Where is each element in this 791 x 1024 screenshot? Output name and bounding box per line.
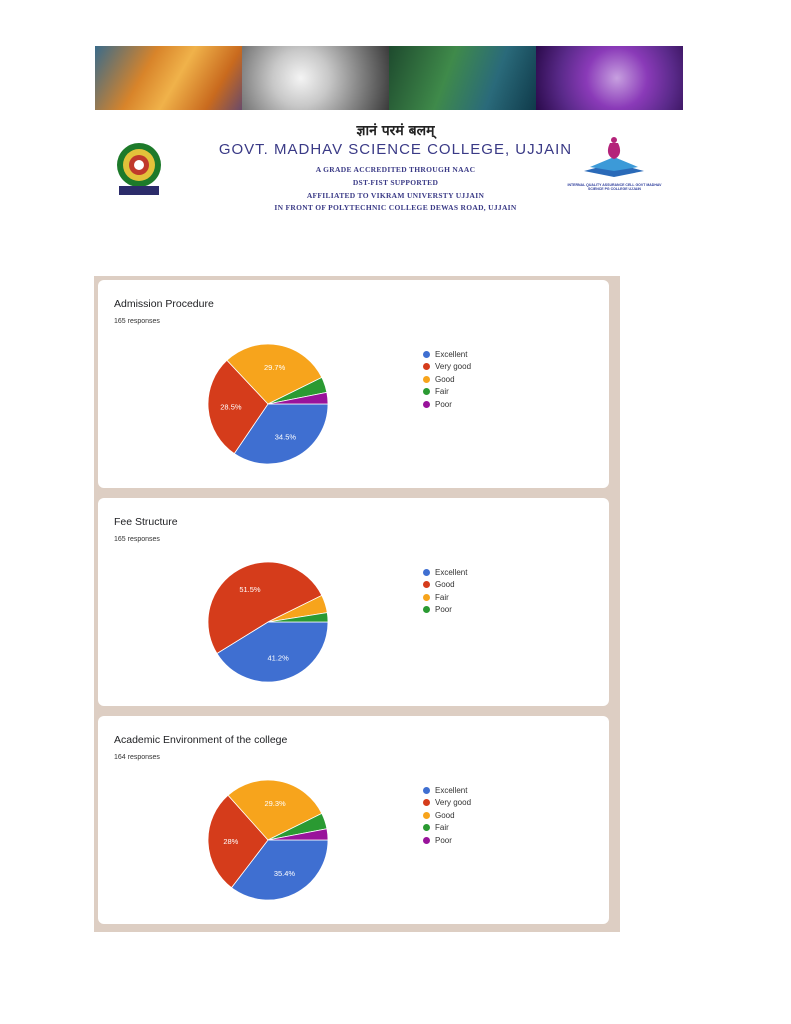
legend-swatch <box>423 401 430 408</box>
legend-swatch <box>423 581 430 588</box>
college-motto: ज्ञानं परमं बलम् <box>356 123 435 139</box>
legend-item-very-good <box>423 797 471 810</box>
pie-data-label: 35.4% <box>273 868 296 878</box>
legend-label: Very good <box>435 798 472 808</box>
legend-label: Fair <box>435 387 449 397</box>
chart-title: Academic Environment of the college <box>114 734 288 746</box>
affiliation-line: AFFILIATED TO VIKRAM UNIVERSTY UJJAIN <box>306 191 485 200</box>
legend-item-good <box>423 579 467 592</box>
legend-label: Poor <box>435 399 452 409</box>
dst-fist-line: DST-FIST SUPPORTED <box>352 178 439 187</box>
pie-chart-academic-environment <box>206 778 330 902</box>
chart-legend <box>423 566 467 616</box>
iqac-logo-text: INTERNAL QUALITY ASSURANCE CELL GOVT MADHAV SCIENCE PG COLLEGE UJJAIN <box>567 183 662 191</box>
legend-item-fair <box>423 591 467 604</box>
legend-swatch <box>423 569 430 576</box>
legend-item-excellent <box>423 348 471 361</box>
charts-panel <box>94 276 620 932</box>
legend-swatch <box>423 799 430 806</box>
legend-label: Fair <box>435 592 449 602</box>
legend-label: Good <box>435 810 455 820</box>
chart-card-fee-structure <box>98 498 609 706</box>
pie-data-label: 41.2% <box>267 653 289 663</box>
chart-response-count: 165 responses <box>114 318 160 325</box>
chart-title: Admission Procedure <box>114 298 214 310</box>
legend-swatch <box>423 376 430 383</box>
legend-item-fair <box>423 822 471 835</box>
chart-card-admission <box>98 280 609 488</box>
legend-label: Poor <box>435 605 452 615</box>
pie-data-label: 29.3% <box>264 798 286 808</box>
pie-data-label: 28% <box>223 836 239 846</box>
pie-data-label: 34.5% <box>274 432 297 442</box>
pie-data-label: 28.5% <box>220 402 242 412</box>
legend-swatch <box>423 351 430 358</box>
banner-periodic-table-image <box>95 46 242 110</box>
accreditation-line: A GRADE ACCREDITED THROUGH NAAC <box>315 165 476 174</box>
legend-label: Fair <box>435 823 449 833</box>
legend-item-good <box>423 373 471 386</box>
legend-swatch <box>423 787 430 794</box>
pie-chart-fee-structure <box>206 560 330 684</box>
chart-title: Fee Structure <box>114 516 178 528</box>
legend-swatch <box>423 837 430 844</box>
legend-item-poor <box>423 604 467 617</box>
iqac-logo <box>562 133 667 203</box>
banner-robot-image <box>242 46 389 110</box>
chart-card-academic-environment <box>98 716 609 924</box>
legend-label: Good <box>435 580 455 590</box>
college-name: GOVT. MADHAV SCIENCE COLLEGE, UJJAIN <box>218 141 573 158</box>
legend-swatch <box>423 388 430 395</box>
legend-label: Good <box>435 374 455 384</box>
legend-swatch <box>423 824 430 831</box>
legend-item-fair <box>423 386 471 399</box>
legend-item-good <box>423 809 471 822</box>
legend-item-excellent <box>423 784 471 797</box>
legend-swatch <box>423 363 430 370</box>
legend-label: Poor <box>435 835 452 845</box>
chart-legend <box>423 784 471 847</box>
legend-item-poor <box>423 398 471 411</box>
header-banner <box>95 46 683 110</box>
banner-molecule-image <box>389 46 536 110</box>
legend-label: Excellent <box>435 349 468 359</box>
chart-legend <box>423 348 471 411</box>
pie-data-label: 51.5% <box>239 584 261 594</box>
legend-item-excellent <box>423 566 467 579</box>
pie-data-label: 29.7% <box>263 362 286 372</box>
address-line: IN FRONT OF POLYTECHNIC COLLEGE DEWAS ROAD, UJJAIN <box>274 203 517 212</box>
legend-label: Excellent <box>435 785 468 795</box>
chart-response-count: 165 responses <box>114 536 160 543</box>
legend-swatch <box>423 594 430 601</box>
legend-item-very-good <box>423 361 471 374</box>
legend-label: Excellent <box>435 567 468 577</box>
legend-label: Very good <box>435 362 472 372</box>
legend-swatch <box>423 606 430 613</box>
chart-response-count: 164 responses <box>114 754 160 761</box>
pie-chart-admission <box>206 342 330 466</box>
banner-atom-image <box>536 46 683 110</box>
legend-item-poor <box>423 834 471 847</box>
legend-swatch <box>423 812 430 819</box>
